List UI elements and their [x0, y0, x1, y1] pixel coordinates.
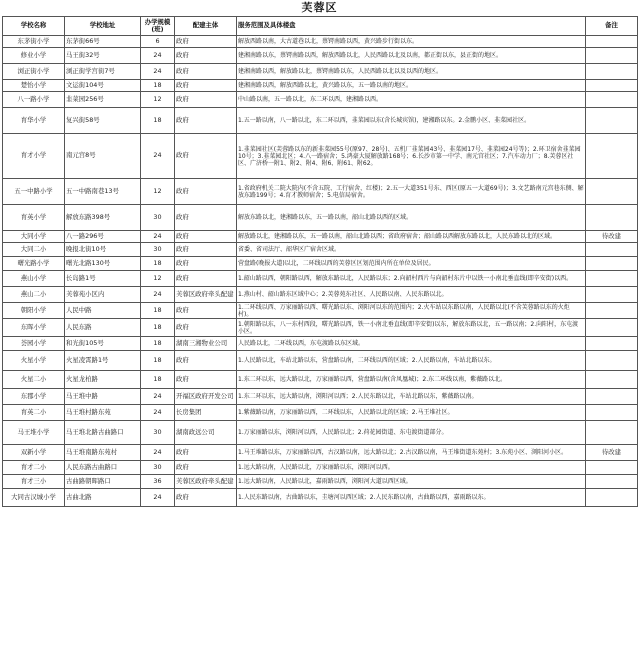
area-cell: 解放西路以南，大古道巷以北，蔡锷南路以西，黄兴路步行街以东。: [237, 36, 586, 48]
area-cell: 1.韶山路以西，朝阳路以西，解放东路以北，人民路以东；2.向韶村西片与向韶村东片中以铁一小南北垂直线(即辛安街)以西。: [237, 271, 586, 287]
school-cell: 育英二小: [3, 405, 65, 421]
scale-cell: 18: [141, 80, 175, 92]
page-title: 芙蓉区: [301, 1, 338, 14]
address-cell: 八一路296号: [65, 231, 141, 243]
operator-cell: 政府: [175, 92, 237, 108]
operator-cell: 政府: [175, 257, 237, 271]
area-cell: 1.东二环以东，远大路以南，浏阳河以西；2.人民东路以北，车站北路以东，紫薇路以南。: [237, 389, 586, 405]
address-cell: 马王街32号: [65, 48, 141, 64]
area-cell: 营盘路(晚报大道)以北，二环线以西的芙蓉区区划范围内所在单位及居民。: [237, 257, 586, 271]
scale-cell: 24: [141, 287, 175, 303]
operator-cell: 湖南政远公司: [175, 421, 237, 445]
header-address: 学校地址: [65, 17, 141, 36]
address-cell: 古曲路朝晖路口: [65, 475, 141, 489]
note-cell: [586, 179, 638, 205]
scale-cell: 36: [141, 475, 175, 489]
school-cell: 东茅街小学: [3, 36, 65, 48]
area-cell: 解放东路以北，建湘路以东，五一路以南，韶山北路以西的区域。: [237, 205, 586, 231]
school-cell: 育华小学: [3, 108, 65, 134]
school-cell: 东郡小学: [3, 389, 65, 405]
note-cell: [586, 287, 638, 303]
table-row: [3, 231, 638, 243]
table-row: [3, 257, 638, 271]
table-row: [3, 319, 638, 337]
area-cell: 1.朝阳路以东，八一东村西段，曙光路以西，铁一小南北垂直线(即辛安街)以东，解放东路以北，五一路以南；2.向阳村，东屯渡小区。: [237, 319, 586, 337]
area-cell: 1.远大路以南，人民路以北，万家丽路以东，浏阳河以西。: [237, 461, 586, 475]
address-cell: 南元宫8号: [65, 134, 141, 179]
school-cell: 东晖小学: [3, 319, 65, 337]
table-row: [3, 205, 638, 231]
header-note: 备注: [586, 17, 638, 36]
operator-cell: 政府: [175, 80, 237, 92]
school-cell: 大同二小: [3, 243, 65, 257]
address-cell: 曙光北路130号: [65, 257, 141, 271]
note-cell: [586, 80, 638, 92]
table-row: [3, 64, 638, 80]
school-cell: 育才小学: [3, 134, 65, 179]
note-cell: [586, 243, 638, 257]
scale-cell: 18: [141, 257, 175, 271]
operator-cell: 政府: [175, 179, 237, 205]
table-row: [3, 421, 638, 445]
operator-cell: 政府: [175, 64, 237, 80]
address-cell: 火星龙柏路: [65, 371, 141, 389]
area-cell: 1.五一路以南，八一路以北，东二环以西，韭菜园以东(含长城宾馆)，建湘路以东。2.金鹏小区、韭菜园社区。: [237, 108, 586, 134]
area-cell: 1.远大路以南，人民路以北，嘉雨路以西，浏阳河大道以西区域。: [237, 475, 586, 489]
operator-cell: 政府: [175, 489, 237, 507]
operator-cell: 政府: [175, 319, 237, 337]
note-cell: [586, 205, 638, 231]
operator-cell: 政府: [175, 461, 237, 475]
note-cell: [586, 319, 638, 337]
table-row: [3, 108, 638, 134]
address-cell: 人民东路: [65, 319, 141, 337]
school-cell: 育英小学: [3, 205, 65, 231]
school-cell: 火星小学: [3, 351, 65, 371]
table-row: [3, 243, 638, 257]
operator-cell: 政府: [175, 231, 237, 243]
note-cell: [586, 351, 638, 371]
scale-cell: 24: [141, 405, 175, 421]
operator-cell: 政府: [175, 108, 237, 134]
address-cell: 文运街104号: [65, 80, 141, 92]
school-cell: 大同古汉城小学: [3, 489, 65, 507]
area-cell: 1.紫薇路以南，万家丽路以西，二环线以东，人民路以北的区域；2.马王堆社区。: [237, 405, 586, 421]
note-cell: [586, 461, 638, 475]
scale-cell: 30: [141, 421, 175, 445]
note-cell: [586, 489, 638, 507]
header-row: [3, 17, 638, 36]
scale-cell: 24: [141, 64, 175, 80]
school-cell: 育才二小: [3, 461, 65, 475]
area-cell: 省委、省司法厅、韶华区广宿舍区域。: [237, 243, 586, 257]
scale-cell: 24: [141, 134, 175, 179]
note-cell: [586, 257, 638, 271]
header-area: 服务范围及具体楼盘: [237, 17, 586, 36]
table-row: [3, 287, 638, 303]
note-cell: [586, 371, 638, 389]
address-cell: 芙蓉苑小区内: [65, 287, 141, 303]
operator-cell: 政府: [175, 351, 237, 371]
header-operator: 配建主体: [175, 17, 237, 36]
note-cell: [586, 64, 638, 80]
address-cell: 马王堆北路古曲路口: [65, 421, 141, 445]
address-cell: 马王堆南路东苑村: [65, 445, 141, 461]
operator-cell: 政府: [175, 445, 237, 461]
scale-cell: 12: [141, 92, 175, 108]
note-cell: [586, 134, 638, 179]
table-row: [3, 36, 638, 48]
operator-cell: 政府: [175, 36, 237, 48]
note-cell: [586, 48, 638, 64]
school-cell: 五一中路小学: [3, 179, 65, 205]
area-cell: 1.人民东路以南，古曲路以东，圭塘河以西区域；2.人民东路以南，古曲路以西，嘉雨路以东。: [237, 489, 586, 507]
operator-cell: 政府: [175, 271, 237, 287]
table-row: [3, 351, 638, 371]
scale-cell: 12: [141, 179, 175, 205]
operator-cell: 政府: [175, 48, 237, 64]
table-row: [3, 489, 638, 507]
area-cell: 建湘南路以东，蔡锷南路以西，解放西路以北，人民西路以北及以南，都正街以东，县正街的地区。: [237, 48, 586, 64]
scale-cell: 12: [141, 271, 175, 287]
address-cell: 马王堆中路: [65, 389, 141, 405]
scale-cell: 30: [141, 243, 175, 257]
note-cell: [586, 108, 638, 134]
address-cell: 和光街105号: [65, 337, 141, 351]
note-cell: [586, 271, 638, 287]
address-cell: 长岛路1号: [65, 271, 141, 287]
address-cell: 五一中路南巷13号: [65, 179, 141, 205]
school-cell: 育才三小: [3, 475, 65, 489]
address-cell: 东茅街66号: [65, 36, 141, 48]
operator-cell: 芙蓉区政府牵头配建: [175, 475, 237, 489]
school-cell: 八一路小学: [3, 92, 65, 108]
area-cell: 1.韭菜园社区(芙蓉路以东的新韭菜园55号(原97、28号)、五机厂韭菜园43号、韭菜园17号、韭菜园24号等)；2.环卫宿舍韭菜园10号；3.韭菜园北区；4.八一路宿舍；5.鸿豪大厦解放路168号；6.长沙市第一中学、南元宫社区；7.汽车动力厂；8.芙蓉区社区、广济桥一附1、附2、附4、附6、附61、附62。: [237, 134, 586, 179]
area-cell: 1.省政府机关二院大院内(不含五院、工行宿舍、红楼)；2.五一大道351号东、西区(原五一大道69号)；3.文艺路南元宫巷东侧、解放东路199号；4.育才教师宿舍；5.电信局宿舍。: [237, 179, 586, 205]
note-cell: [586, 337, 638, 351]
table-row: [3, 271, 638, 287]
address-cell: 人民东路古曲路口: [65, 461, 141, 475]
operator-cell: 政府: [175, 205, 237, 231]
scale-cell: 18: [141, 303, 175, 319]
school-cell: 曙光路小学: [3, 257, 65, 271]
scale-cell: 6: [141, 36, 175, 48]
note-cell: [586, 389, 638, 405]
table-row: [3, 134, 638, 179]
area-cell: 建湘南路以西，解放西路以北，黄兴路以东，五一路以南的地区。: [237, 80, 586, 92]
school-cell: 楚怡小学: [3, 80, 65, 92]
area-cell: 1.燕山村、韶山路东区域中心；2.芙蓉苑东社区、人民路以南、人民东路以北。: [237, 287, 586, 303]
header-school: 学校名称: [3, 17, 65, 36]
table-row: [3, 475, 638, 489]
scale-cell: 30: [141, 461, 175, 475]
table-row: [3, 405, 638, 421]
table-row: [3, 445, 638, 461]
address-cell: 人民中路: [65, 303, 141, 319]
note-cell: [586, 92, 638, 108]
area-cell: 解放路以北，建湘路以东，五一路以南，韶山北路以西；省政府宿舍；韶山路以西解放东路以北，人民东路以北的区域。: [237, 231, 586, 243]
address-cell: 古曲北路: [65, 489, 141, 507]
operator-cell: 湖南三湘物业公司: [175, 337, 237, 351]
operator-cell: 政府: [175, 243, 237, 257]
school-cell: 荟园小学: [3, 337, 65, 351]
table-row: [3, 337, 638, 351]
operator-cell: 政府: [175, 303, 237, 319]
operator-cell: 长房集团: [175, 405, 237, 421]
address-cell: 解放东路398号: [65, 205, 141, 231]
scale-cell: 24: [141, 489, 175, 507]
address-cell: 马王堆村路东苑: [65, 405, 141, 421]
area-cell: 1.万家丽路以东，浏阳河以西，人民路以北；2.荷花园街道、东屯渡街道部分。: [237, 421, 586, 445]
school-table: [2, 16, 638, 507]
scale-cell: 24: [141, 445, 175, 461]
operator-cell: 政府: [175, 371, 237, 389]
school-cell: 火星二小: [3, 371, 65, 389]
operator-cell: 芙蓉区政府牵头配建: [175, 287, 237, 303]
area-cell: 1.二环线以西、万家丽路以西、曙光路以东、浏阳河以东的范围内；2.火车站以东路以南，人民路以北(不含芙蓉路以东的火炬村)。: [237, 303, 586, 319]
school-cell: 浏正街小学: [3, 64, 65, 80]
area-cell: 人民路以北，二环线以西，东屯渡路以东区域。: [237, 337, 586, 351]
address-cell: 浏正街学宫街7号: [65, 64, 141, 80]
scale-cell: 18: [141, 337, 175, 351]
address-cell: 晚报北街10号: [65, 243, 141, 257]
scale-cell: 24: [141, 389, 175, 405]
school-cell: 修业小学: [3, 48, 65, 64]
table-row: [3, 92, 638, 108]
scale-cell: 24: [141, 48, 175, 64]
scale-cell: 24: [141, 231, 175, 243]
table-row: [3, 179, 638, 205]
header-scale: 办学规模(班): [141, 17, 175, 36]
address-cell: 火星凌霄路1号: [65, 351, 141, 371]
area-cell: 1.人民路以北，车站北路以东，营盘路以南，二环线以西的区域；2.人民路以南，车站北路以东。: [237, 351, 586, 371]
scale-cell: 18: [141, 319, 175, 337]
school-cell: 双新小学: [3, 445, 65, 461]
note-cell: [586, 421, 638, 445]
note-cell: 待改建: [586, 445, 638, 461]
note-cell: [586, 475, 638, 489]
scale-cell: 18: [141, 108, 175, 134]
note-cell: 待改建: [586, 231, 638, 243]
table-row: [3, 371, 638, 389]
table-row: [3, 48, 638, 64]
scale-cell: 18: [141, 371, 175, 389]
scale-cell: 30: [141, 205, 175, 231]
table-row: [3, 461, 638, 475]
address-cell: 复兴街58号: [65, 108, 141, 134]
note-cell: [586, 405, 638, 421]
operator-cell: 政府: [175, 134, 237, 179]
table-body: [3, 36, 638, 507]
area-cell: 建湘南路以西，解放路以北，蔡锷南路以东，人民西路以北以及以西的地区。: [237, 64, 586, 80]
address-cell: 韭菜园256号: [65, 92, 141, 108]
table-row: [3, 303, 638, 319]
school-cell: 燕山二小: [3, 287, 65, 303]
school-cell: 燕山小学: [3, 271, 65, 287]
area-cell: 1.东二环以东，远大路以北，万家丽路以西，营盘路以南(含凤凰城)；2.东二环线以南，紫薇路以北。: [237, 371, 586, 389]
operator-cell: 开福区政府开发公司: [175, 389, 237, 405]
area-cell: 中山路以南，五一路以北，东二环以西，建湘路以西。: [237, 92, 586, 108]
area-cell: 1.马王堆路以东，万家丽路以西，古汉路以南，远大路以北；2.古汉路以南，马王堆街道东苑村；3.东苑小区、浏阳河小区。: [237, 445, 586, 461]
note-cell: [586, 303, 638, 319]
school-cell: 大同小学: [3, 231, 65, 243]
note-cell: [586, 36, 638, 48]
scale-cell: 18: [141, 351, 175, 371]
table-row: [3, 80, 638, 92]
table-row: [3, 389, 638, 405]
school-cell: 马王堆小学: [3, 421, 65, 445]
school-cell: 朝阳小学: [3, 303, 65, 319]
